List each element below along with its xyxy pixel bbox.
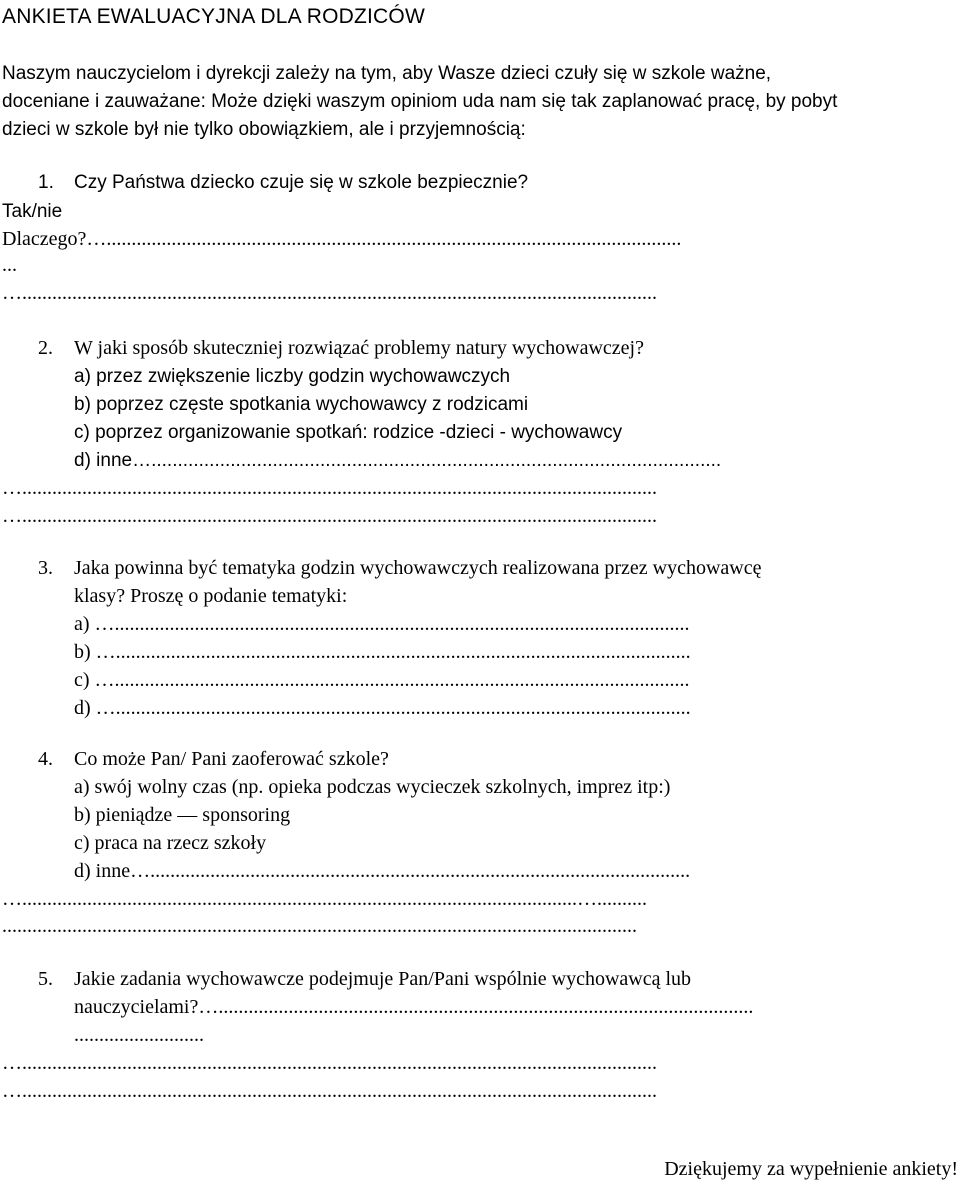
q2-option-d[interactable]: d) inne…............................................................................................................ [74,450,722,471]
q3-text-line-2: klasy? Proszę o podanie tematyki: [74,585,348,607]
q4-text: Co może Pan/ Pani zaoferować szkole? [74,748,389,770]
intro-line-1: Naszym nauczycielom i dyrekcji zależy na tym, aby Wasze dzieci czuły się w szkole ważne, [2,63,772,84]
q2-answer-line-1[interactable]: …............................................................................................................................... [2,477,657,499]
q2-number: 2. [38,337,53,359]
q1-dots-short: ... [2,254,17,276]
q4-answer-line-1[interactable]: …...............................................................................................................….......... [2,888,647,910]
page-title: ANKIETA EWALUACYJNA DLA RODZICÓW [2,5,425,28]
q2-option-a: a) przez zwiększenie liczby godzin wychowawczych [74,366,511,387]
q1-text: Czy Państwa dziecko czuje się w szkole bezpiecznie? [74,172,529,193]
q4-option-b: b) pieniądze –– sponsoring [74,804,291,826]
q1-answer-line[interactable]: …............................................................................................................................... [2,282,657,304]
intro-line-2: doceniane i zauważane: Może dzięki waszym opiniom uda nam się tak zaplanować pracę, by pobyt [2,91,838,112]
q2-option-c: c) poprzez organizowanie spotkań: rodzice -dzieci - wychowawcy [74,422,623,443]
q5-answer-line-2[interactable]: …............................................................................................................................... [2,1080,657,1102]
q5-number: 5. [38,968,53,990]
q1-why-line[interactable]: Dlaczego?…................................................................................................................... [2,228,682,250]
q1-options: Tak/nie [2,201,63,222]
q4-number: 4. [38,748,53,770]
q4-option-d[interactable]: d) inne…............................................................................................................ [74,860,691,882]
q2-option-b: b) poprzez częste spotkania wychowawcy z rodzicami [74,394,529,415]
q4-option-a: a) swój wolny czas (np. opieka podczas wycieczek szkolnych, imprez itp:) [74,776,671,798]
q3-answer-c[interactable]: c) …................................................................................................................... [74,669,690,691]
q3-answer-d[interactable]: d) …................................................................................................................... [74,697,691,719]
q5-text-line-1: Jakie zadania wychowawcze podejmuje Pan/Pani wspólnie wychowawcą lub [74,968,692,990]
q3-answer-a[interactable]: a) …................................................................................................................... [74,613,690,635]
q5-dots-short: .......................... [74,1024,204,1046]
q5-answer-line-1[interactable]: …............................................................................................................................... [2,1052,657,1074]
q5-text-line-2[interactable]: nauczycielami?…........................................................................................................... [74,996,754,1018]
q1-number: 1. [38,172,54,193]
q3-number: 3. [38,557,53,579]
closing-thanks: Dziękujemy za wypełnienie ankiety! [664,1158,958,1180]
q4-answer-line-2[interactable]: ............................................................................................................................... [2,915,637,937]
q2-answer-line-2[interactable]: …............................................................................................................................... [2,505,657,527]
q3-text-line-1: Jaka powinna być tematyka godzin wychowawczych realizowana przez wychowawcę [74,557,762,579]
q4-option-c: c) praca na rzecz szkoły [74,832,267,854]
q3-answer-b[interactable]: b) …................................................................................................................... [74,641,691,663]
intro-line-3: dzieci w szkole był nie tylko obowiązkiem, ale i przyjemnością: [2,119,526,140]
q2-text: W jaki sposób skuteczniej rozwiązać problemy natury wychowawczej? [74,337,644,359]
